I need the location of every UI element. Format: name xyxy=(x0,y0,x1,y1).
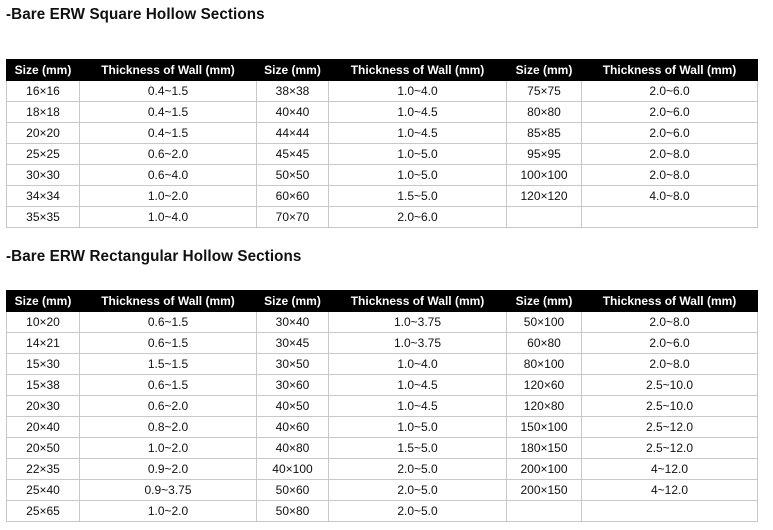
wall-thickness-cell: 0.6~1.5 xyxy=(80,333,257,354)
column-header-size: Size (mm) xyxy=(507,60,582,81)
size-cell xyxy=(507,207,582,228)
wall-thickness-cell: 0.9~2.0 xyxy=(80,459,257,480)
size-cell: 180×150 xyxy=(507,438,582,459)
wall-thickness-cell xyxy=(582,207,758,228)
size-cell: 100×100 xyxy=(507,165,582,186)
table-row xyxy=(7,312,758,333)
table-row xyxy=(7,144,758,165)
wall-thickness-cell: 1.0~4.0 xyxy=(329,354,507,375)
wall-thickness-cell: 2.0~6.0 xyxy=(582,81,758,102)
column-header-size: Size (mm) xyxy=(7,60,80,81)
size-cell: 20×20 xyxy=(7,123,80,144)
wall-thickness-cell: 1.0~4.0 xyxy=(80,207,257,228)
wall-thickness-cell: 1.0~4.5 xyxy=(329,375,507,396)
size-cell: 40×60 xyxy=(257,417,329,438)
table-row xyxy=(7,186,758,207)
size-cell: 44×44 xyxy=(257,123,329,144)
wall-thickness-cell: 4.0~8.0 xyxy=(582,186,758,207)
size-cell: 14×21 xyxy=(7,333,80,354)
size-cell: 38×38 xyxy=(257,81,329,102)
wall-thickness-cell: 0.4~1.5 xyxy=(80,123,257,144)
size-cell: 40×50 xyxy=(257,396,329,417)
wall-thickness-cell: 1.5~1.5 xyxy=(80,354,257,375)
wall-thickness-cell: 1.0~3.75 xyxy=(329,312,507,333)
wall-thickness-cell: 2.0~5.0 xyxy=(329,501,507,522)
size-cell: 150×100 xyxy=(507,417,582,438)
wall-thickness-cell: 1.0~4.5 xyxy=(329,123,507,144)
table-row xyxy=(7,333,758,354)
wall-thickness-cell: 0.8~2.0 xyxy=(80,417,257,438)
size-cell: 50×100 xyxy=(507,312,582,333)
table-row xyxy=(7,417,758,438)
wall-thickness-cell: 4~12.0 xyxy=(582,480,758,501)
size-cell: 50×60 xyxy=(257,480,329,501)
column-header-wall-thickness: Thickness of Wall (mm) xyxy=(582,60,758,81)
size-cell: 80×80 xyxy=(507,102,582,123)
column-header-wall-thickness: Thickness of Wall (mm) xyxy=(80,291,257,312)
size-cell: 45×45 xyxy=(257,144,329,165)
wall-thickness-cell: 2.0~6.0 xyxy=(582,123,758,144)
table-header-row xyxy=(7,60,758,81)
size-cell: 20×30 xyxy=(7,396,80,417)
wall-thickness-cell xyxy=(582,501,758,522)
table-row xyxy=(7,375,758,396)
wall-thickness-cell: 2.0~8.0 xyxy=(582,165,758,186)
column-header-size: Size (mm) xyxy=(7,291,80,312)
size-cell: 20×40 xyxy=(7,417,80,438)
column-header-size: Size (mm) xyxy=(257,291,329,312)
column-header-size: Size (mm) xyxy=(507,291,582,312)
wall-thickness-cell: 1.0~5.0 xyxy=(329,417,507,438)
size-cell: 200×150 xyxy=(507,480,582,501)
column-header-wall-thickness: Thickness of Wall (mm) xyxy=(80,60,257,81)
size-cell: 22×35 xyxy=(7,459,80,480)
column-header-wall-thickness: Thickness of Wall (mm) xyxy=(582,291,758,312)
size-cell: 18×18 xyxy=(7,102,80,123)
size-cell: 60×80 xyxy=(507,333,582,354)
table-row xyxy=(7,480,758,501)
size-cell: 200×100 xyxy=(507,459,582,480)
wall-thickness-cell: 2.0~6.0 xyxy=(582,333,758,354)
wall-thickness-cell: 2.0~8.0 xyxy=(582,312,758,333)
wall-thickness-cell: 1.0~4.5 xyxy=(329,102,507,123)
size-cell: 120×60 xyxy=(507,375,582,396)
size-cell: 80×100 xyxy=(507,354,582,375)
wall-thickness-cell: 0.4~1.5 xyxy=(80,81,257,102)
size-cell: 30×45 xyxy=(257,333,329,354)
size-cell: 40×80 xyxy=(257,438,329,459)
wall-thickness-cell: 1.0~3.75 xyxy=(329,333,507,354)
wall-thickness-cell: 2.5~12.0 xyxy=(582,438,758,459)
size-cell: 75×75 xyxy=(507,81,582,102)
wall-thickness-cell: 2.0~5.0 xyxy=(329,459,507,480)
column-header-size: Size (mm) xyxy=(257,60,329,81)
wall-thickness-cell: 1.0~2.0 xyxy=(80,501,257,522)
column-header-wall-thickness: Thickness of Wall (mm) xyxy=(329,60,507,81)
column-header-wall-thickness: Thickness of Wall (mm) xyxy=(329,291,507,312)
size-cell: 35×35 xyxy=(7,207,80,228)
table-row xyxy=(7,459,758,480)
wall-thickness-cell: 0.9~3.75 xyxy=(80,480,257,501)
size-cell: 10×20 xyxy=(7,312,80,333)
size-cell: 50×80 xyxy=(257,501,329,522)
table-header-row xyxy=(7,291,758,312)
wall-thickness-cell: 0.4~1.5 xyxy=(80,102,257,123)
wall-thickness-cell: 0.6~2.0 xyxy=(80,396,257,417)
wall-thickness-cell: 2.0~5.0 xyxy=(329,480,507,501)
wall-thickness-cell: 2.5~10.0 xyxy=(582,396,758,417)
table-row xyxy=(7,354,758,375)
wall-thickness-cell: 1.5~5.0 xyxy=(329,438,507,459)
size-cell: 95×95 xyxy=(507,144,582,165)
table-row xyxy=(7,396,758,417)
size-cell: 25×25 xyxy=(7,144,80,165)
table-row xyxy=(7,207,758,228)
wall-thickness-cell: 1.0~2.0 xyxy=(80,186,257,207)
square-sections-title: -Bare ERW Square Hollow Sections xyxy=(6,6,265,23)
size-cell: 85×85 xyxy=(507,123,582,144)
rectangular-sections-table xyxy=(6,290,758,522)
wall-thickness-cell: 1.0~2.0 xyxy=(80,438,257,459)
wall-thickness-cell: 0.6~4.0 xyxy=(80,165,257,186)
wall-thickness-cell: 1.0~5.0 xyxy=(329,144,507,165)
table-row xyxy=(7,165,758,186)
wall-thickness-cell: 4~12.0 xyxy=(582,459,758,480)
size-cell: 60×60 xyxy=(257,186,329,207)
size-cell: 25×65 xyxy=(7,501,80,522)
size-cell: 25×40 xyxy=(7,480,80,501)
wall-thickness-cell: 1.5~5.0 xyxy=(329,186,507,207)
size-cell: 120×120 xyxy=(507,186,582,207)
wall-thickness-cell: 2.0~6.0 xyxy=(582,102,758,123)
size-cell: 120×80 xyxy=(507,396,582,417)
table-row xyxy=(7,438,758,459)
wall-thickness-cell: 2.0~8.0 xyxy=(582,144,758,165)
size-cell: 20×50 xyxy=(7,438,80,459)
size-cell: 15×30 xyxy=(7,354,80,375)
wall-thickness-cell: 0.6~1.5 xyxy=(80,375,257,396)
wall-thickness-cell: 2.0~6.0 xyxy=(329,207,507,228)
table-row xyxy=(7,102,758,123)
square-sections-table xyxy=(6,59,758,228)
wall-thickness-cell: 0.6~2.0 xyxy=(80,144,257,165)
wall-thickness-cell: 2.5~12.0 xyxy=(582,417,758,438)
wall-thickness-cell: 1.0~4.5 xyxy=(329,396,507,417)
size-cell xyxy=(507,501,582,522)
size-cell: 30×60 xyxy=(257,375,329,396)
size-cell: 30×30 xyxy=(7,165,80,186)
table-row xyxy=(7,501,758,522)
size-cell: 50×50 xyxy=(257,165,329,186)
size-cell: 30×50 xyxy=(257,354,329,375)
wall-thickness-cell: 2.5~10.0 xyxy=(582,375,758,396)
size-cell: 40×100 xyxy=(257,459,329,480)
size-cell: 30×40 xyxy=(257,312,329,333)
size-cell: 34×34 xyxy=(7,186,80,207)
rectangular-sections-title: -Bare ERW Rectangular Hollow Sections xyxy=(6,248,302,265)
wall-thickness-cell: 1.0~5.0 xyxy=(329,165,507,186)
size-cell: 40×40 xyxy=(257,102,329,123)
wall-thickness-cell: 0.6~1.5 xyxy=(80,312,257,333)
table-row xyxy=(7,123,758,144)
wall-thickness-cell: 1.0~4.0 xyxy=(329,81,507,102)
size-cell: 15×38 xyxy=(7,375,80,396)
size-cell: 16×16 xyxy=(7,81,80,102)
wall-thickness-cell: 2.0~8.0 xyxy=(582,354,758,375)
size-cell: 70×70 xyxy=(257,207,329,228)
table-row xyxy=(7,81,758,102)
